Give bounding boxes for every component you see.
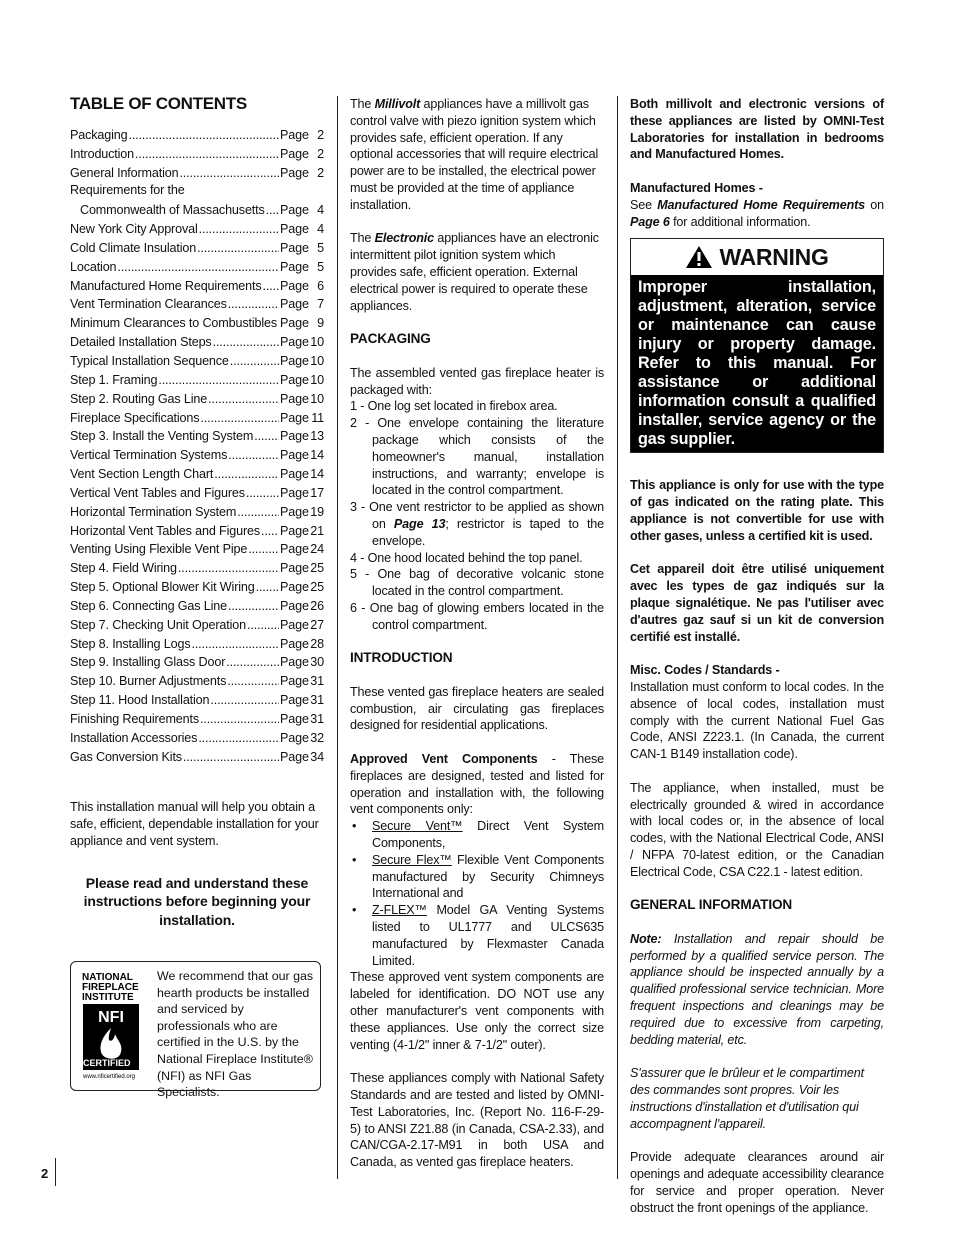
toc-page-label: Page bbox=[280, 410, 309, 425]
manufactured-homes-heading: Manufactured Homes - bbox=[630, 180, 763, 195]
toc-page-number: 31 bbox=[310, 712, 324, 726]
toc-page-label: Page bbox=[280, 580, 309, 595]
toc-page-number: 4 bbox=[317, 203, 324, 218]
toc-page-number: 25 bbox=[310, 561, 324, 576]
toc-page-label: Page bbox=[280, 353, 309, 368]
toc-entry[interactable] bbox=[70, 709, 324, 728]
please-read-note: Please read and understand these instructions before beginning your installation. bbox=[83, 874, 311, 928]
column-rule-1 bbox=[337, 96, 338, 1179]
toc-page-number: 9 bbox=[317, 316, 324, 331]
toc-page-number: 24 bbox=[310, 542, 324, 557]
toc-entry-title: Venting Using Flexible Vent Pipe bbox=[70, 542, 248, 557]
toc-page-label: Page bbox=[280, 297, 309, 312]
toc-entry[interactable] bbox=[70, 596, 324, 615]
toc-entry[interactable] bbox=[70, 276, 324, 295]
nfi-logo-line1: NATIONAL bbox=[82, 972, 133, 983]
toc-entry[interactable] bbox=[70, 671, 324, 690]
toc-leader-dots bbox=[208, 391, 279, 408]
toc-entry[interactable] bbox=[70, 483, 324, 502]
toc-leader-dots bbox=[179, 165, 279, 182]
toc-leader-dots bbox=[228, 296, 279, 313]
toc-leader-dots bbox=[214, 466, 279, 483]
toc-page-label: Page bbox=[280, 240, 309, 255]
toc-page-number: 19 bbox=[310, 504, 324, 519]
toc-leader-dots bbox=[254, 428, 279, 445]
toc-entry-title: Step 4. Field Wiring bbox=[70, 561, 177, 576]
toc-entry[interactable] bbox=[70, 257, 324, 276]
toc-entry[interactable] bbox=[70, 332, 324, 351]
vent-component-item: • Secure Vent™ Direct Vent System Components, bbox=[350, 818, 604, 852]
gas-type-notice-en: This appliance is only for use with the type of gas indicated on the rating plate. This appliance is not convertible for use with other gases, unless a certified kit is used. bbox=[630, 478, 884, 543]
toc-page-label: Page bbox=[280, 712, 309, 726]
toc-entry[interactable] bbox=[70, 464, 324, 483]
toc-entry-title: Step 9. Installing Glass Door bbox=[70, 655, 226, 670]
toc-page-label: Page bbox=[280, 504, 309, 519]
toc-page-number: 2 bbox=[317, 146, 324, 161]
toc-entry-title: Step 2. Routing Gas Line bbox=[70, 391, 208, 406]
nfi-recommendation: We recommend that our gas hearth products be installed and serviced by professionals who are certified in the U.S. by the National Fireplace Institute® (NFI) as NFI Gas Specialists. bbox=[157, 969, 314, 1100]
electronic-term: Electronic bbox=[374, 231, 434, 246]
toc-page-label: Page bbox=[280, 655, 309, 670]
toc-page-number: 6 bbox=[317, 278, 324, 293]
toc-page-label: Page bbox=[280, 749, 309, 764]
toc-leader-dots bbox=[191, 636, 279, 653]
general-information-heading: GENERAL INFORMATION bbox=[630, 897, 793, 913]
page-13-reference: Page 13 bbox=[393, 516, 446, 531]
toc-entry-title: Commonwealth of Massachusetts bbox=[80, 203, 265, 218]
millivolt-paragraph: The Millivolt appliances have a millivolt gas control valve with piezo ignition system which provides safe, efficient operation. If any optional accessories that will require electrical power are to be installed, the electrical power must be provided at the time of appliance installation. bbox=[350, 97, 599, 212]
toc-page-label: Page bbox=[280, 674, 309, 689]
toc-entry-title: Gas Conversion Kits bbox=[70, 749, 182, 764]
toc-leader-dots bbox=[135, 146, 279, 163]
toc-page-label: Page bbox=[280, 278, 309, 293]
toc-page-number: 26 bbox=[310, 598, 324, 613]
toc-page-number: 31 bbox=[310, 693, 324, 708]
toc-entry-title: Step 5. Optional Blower Kit Wiring bbox=[70, 580, 255, 595]
toc-leader-dots bbox=[266, 202, 279, 219]
warning-title-bar bbox=[631, 239, 883, 275]
column-rule-2 bbox=[617, 96, 618, 1179]
approved-vent-paragraph: Approved Vent Components - These fireplaces are designed, tested and listed for operation and installation with, the following vent components only: bbox=[350, 752, 604, 817]
packaging-item: 5 - One bag of decorative volcanic stone located in the control compartment. bbox=[350, 567, 604, 599]
warning-text: Improper installation, adjustment, alteration, service or maintenance can cause injury or property damage. Refer to this manual. For assistance or additional information consult a qualified installer, service agency or the gas supplier. bbox=[631, 275, 883, 452]
toc-leader-dots bbox=[210, 692, 279, 709]
toc-page-number: 14 bbox=[310, 448, 324, 463]
toc-entry-title: Detailed Installation Steps bbox=[70, 335, 212, 350]
toc-entry[interactable] bbox=[70, 219, 324, 238]
toc-page-number: 25 bbox=[310, 580, 324, 595]
toc-entry[interactable] bbox=[70, 370, 324, 389]
toc-page-number: 31 bbox=[310, 674, 324, 689]
toc-entry[interactable] bbox=[70, 728, 324, 747]
toc-page-label: Page bbox=[280, 429, 309, 444]
nfi-logo bbox=[81, 970, 143, 1082]
toc-page-label: Page bbox=[280, 542, 309, 557]
warning-box bbox=[630, 238, 884, 453]
column-3 bbox=[630, 96, 884, 1233]
packaging-item: 2 - One envelope containing the literature package which consists of the homeowner's manual, installation instructions, and warranty; envelope is located in the control compartment. bbox=[350, 416, 604, 498]
toc-entry[interactable] bbox=[70, 502, 324, 521]
vent-component-item: • Secure Flex™ Flexible Vent Components manufactured by Security Chimneys International and bbox=[350, 852, 604, 902]
gas-type-notice-fr: Cet appareil doit être utilisé uniquement avec les types de gaz indiqués sur la plaque signalétique. Ne pas l'utiliser avec d'autres gaz sauf si un kit de conversion certifié est installé. bbox=[630, 562, 884, 644]
grounding-paragraph: The appliance, when installed, must be electrically grounded & wired in accordance with local codes or, in the absence of local codes, with the National Electrical Code, ANSI / NFPA 70-latest edition, or the Canadian Electrical Code, CSA C22.1 - latest edition. bbox=[630, 780, 884, 879]
toc-entry[interactable] bbox=[70, 294, 324, 313]
packaging-heading: PACKAGING bbox=[350, 331, 431, 347]
toc-page-number: 32 bbox=[310, 730, 324, 745]
packaging-item: 4 - One hood located behind the top panel. bbox=[350, 550, 583, 565]
toc-page-number: 5 bbox=[317, 240, 324, 255]
toc-entry-title: Horizontal Termination System bbox=[70, 504, 237, 519]
toc-page-label: Page bbox=[280, 448, 309, 463]
toc-page-number: 2 bbox=[317, 165, 324, 180]
toc-page-number: 17 bbox=[310, 485, 324, 500]
packaging-item: 1 - One log set located in firebox area. bbox=[350, 399, 558, 414]
toc-leader-dots bbox=[227, 673, 279, 690]
toc-leader-dots bbox=[226, 654, 279, 671]
toc-entry[interactable] bbox=[70, 690, 324, 709]
toc-entry[interactable] bbox=[70, 144, 324, 163]
toc-leader-dots bbox=[230, 353, 279, 370]
toc-entry[interactable] bbox=[70, 539, 324, 558]
approved-note: These approved vent system components are labeled for identification. DO NOT use any other manufacturer's vent components with these appliances. Use only the correct size venting (4-1/2" inner & 7-1/2" outer). bbox=[350, 970, 604, 1052]
toc-page-label: Page bbox=[280, 372, 309, 387]
toc-entry[interactable] bbox=[70, 426, 324, 445]
introduction-heading: INTRODUCTION bbox=[350, 650, 453, 666]
toc-list bbox=[70, 125, 324, 766]
toc-page-label: Page bbox=[280, 222, 309, 237]
toc-entry-title: New York City Approval bbox=[70, 222, 198, 237]
toc-page-label: Page bbox=[280, 523, 309, 538]
toc-leader-dots bbox=[247, 617, 279, 634]
toc-page-label: Page bbox=[280, 598, 309, 613]
note-paragraph: Note: Installation and repair should be performed by a qualified service person. The appliance should be inspected annually by a qualified professional service technician. More frequent inspections and cleanings may be required due to excessive from carpeting, bedding material, etc. bbox=[630, 931, 884, 1047]
toc-leader-dots bbox=[158, 372, 279, 389]
toc-page-number: 4 bbox=[317, 222, 324, 237]
toc-entry-title: Step 7. Checking Unit Operation bbox=[70, 617, 246, 632]
toc-heading: TABLE OF CONTENTS bbox=[70, 94, 247, 113]
electronic-paragraph: The Electronic appliances have an electronic intermittent pilot ignition system which provides safe, efficient operation. External electrical power is required to operate these appliances. bbox=[350, 231, 599, 313]
toc-page-label: Page bbox=[280, 617, 309, 632]
toc-entry-title: Packaging bbox=[70, 127, 128, 142]
toc-page-number: 7 bbox=[317, 297, 324, 312]
toc-leader-dots bbox=[228, 598, 279, 615]
toc-page-number: 10 bbox=[310, 372, 324, 387]
toc-page-number: 5 bbox=[317, 259, 324, 274]
toc-page-label: Page bbox=[280, 730, 309, 745]
nfi-logo-url: www.nficertified.org bbox=[83, 1074, 136, 1080]
toc-entry[interactable] bbox=[70, 351, 324, 370]
toc-leader-dots bbox=[178, 560, 279, 577]
toc-page-label: Page bbox=[280, 127, 309, 142]
clearance-paragraph: Provide adequate clearances around air openings and adequate accessibility clearance for service and proper operation. Never obstruct the front openings of the appliance. bbox=[630, 1150, 884, 1215]
toc-page-label: Page bbox=[280, 467, 309, 482]
toc-entry[interactable] bbox=[70, 313, 324, 332]
toc-entry[interactable] bbox=[70, 181, 324, 219]
toc-page-number: 10 bbox=[310, 391, 324, 406]
toc-entry[interactable] bbox=[70, 445, 324, 464]
toc-entry-title: Location bbox=[70, 259, 117, 274]
toc-entry[interactable] bbox=[70, 747, 324, 766]
mh-requirements-reference: Manufactured Home Requirements bbox=[657, 197, 866, 212]
nfi-certification-box bbox=[70, 961, 321, 1100]
toc-leader-dots bbox=[228, 447, 279, 464]
toc-leader-dots bbox=[198, 730, 279, 747]
toc-entry-title: Finishing Requirements bbox=[70, 712, 199, 726]
warning-title: WARNING bbox=[719, 243, 829, 270]
toc-leader-dots bbox=[117, 259, 279, 276]
toc-page-label: Page bbox=[280, 636, 309, 651]
toc-page-label: Page bbox=[280, 693, 309, 708]
toc-entry[interactable] bbox=[70, 615, 324, 634]
comply-paragraph: These appliances comply with National Safety Standards and are tested and listed by OMNI-Test Laboratories, Inc. (Report No. 116-F-29-5) to ANSI Z21.88 (in Canada, CSA-2.33), and CAN/CGA-2.17-M91 in both USA and Canada, as vented gas fireplace heaters. bbox=[350, 1071, 604, 1170]
column-2 bbox=[350, 96, 604, 1188]
toc-page-label: Page bbox=[280, 165, 309, 180]
toc-page-number: 30 bbox=[310, 655, 324, 670]
packaging-intro: The assembled vented gas fireplace heater is packaged with: bbox=[350, 365, 604, 397]
toc-entry-title: Minimum Clearances to Combustibles bbox=[70, 316, 277, 331]
toc-page-number: 10 bbox=[310, 353, 324, 368]
toc-page-label: Page bbox=[280, 561, 309, 576]
toc-page-label: Page bbox=[280, 485, 309, 500]
toc-leader-dots bbox=[237, 504, 279, 521]
toc-page-number: 21 bbox=[310, 523, 324, 538]
page-6-reference: Page 6 bbox=[630, 214, 670, 229]
column-1 bbox=[70, 96, 324, 929]
toc-entry[interactable] bbox=[70, 162, 324, 181]
toc-entry-title: Step 6. Connecting Gas Line bbox=[70, 598, 227, 613]
misc-codes-paragraph: Installation must conform to local codes. In the absence of local codes, installation must comply with the current National Fuel Gas Code, ANSI Z223.1. (In Canada, the current CAN-1 B149 installation code). bbox=[630, 679, 884, 762]
toc-page-number: 14 bbox=[310, 467, 324, 482]
toc-entry-title: Step 10. Burner Adjustments bbox=[70, 674, 227, 689]
toc-entry-title: Step 3. Install the Venting System bbox=[70, 429, 254, 444]
toc-entry[interactable] bbox=[70, 634, 324, 653]
toc-entry-title: Step 8. Installing Logs bbox=[70, 636, 191, 651]
listing-paragraph: Both millivolt and electronic versions of these appliances are listed by OMNI-Test Laboratories for installation in bedrooms and Manufactured Homes. bbox=[630, 97, 884, 162]
toc-entry-title: General Information bbox=[70, 165, 179, 180]
vent-components-list bbox=[350, 818, 604, 969]
toc-entry-title: Cold Climate Insulation bbox=[70, 240, 197, 255]
toc-entry-title: Vertical Termination Systems bbox=[70, 448, 228, 463]
warning-icon bbox=[685, 245, 713, 269]
left-margin-rule bbox=[55, 1158, 56, 1186]
toc-entry-title: Installation Accessories bbox=[70, 730, 198, 745]
toc-leader-dots bbox=[261, 523, 279, 540]
toc-leader-dots bbox=[248, 541, 279, 558]
toc-page-number: 27 bbox=[310, 617, 324, 632]
toc-entry-title: Step 1. Framing bbox=[70, 372, 158, 387]
toc-page-label: Page bbox=[280, 203, 309, 218]
toc-leader-dots bbox=[199, 221, 279, 238]
toc-entry[interactable] bbox=[70, 125, 324, 144]
toc-entry[interactable] bbox=[70, 558, 324, 577]
toc-entry-title: Vent Termination Clearances bbox=[70, 297, 227, 312]
toc-page-number: 13 bbox=[310, 429, 324, 444]
toc-page-label: Page bbox=[280, 391, 309, 406]
nfi-logo-line2: FIREPLACE bbox=[82, 982, 139, 993]
page-number: 2 bbox=[41, 1166, 49, 1181]
toc-entry[interactable] bbox=[70, 407, 324, 426]
millivolt-term: Millivolt bbox=[374, 97, 421, 111]
toc-entry[interactable] bbox=[70, 652, 324, 671]
toc-entry-title: Vertical Vent Tables and Figures bbox=[70, 485, 245, 500]
toc-page-label: Page bbox=[280, 259, 309, 274]
toc-page-number: 11 bbox=[311, 410, 324, 425]
toc-leader-dots bbox=[263, 278, 280, 295]
toc-leader-dots bbox=[213, 334, 279, 351]
toc-entry-title: Typical Installation Sequence bbox=[70, 353, 229, 368]
toc-entry[interactable] bbox=[70, 389, 324, 408]
toc-entry[interactable] bbox=[70, 238, 324, 257]
toc-entry-title: Vent Section Length Chart bbox=[70, 467, 214, 482]
toc-page-number: 34 bbox=[310, 749, 324, 764]
toc-leader-dots bbox=[128, 127, 279, 144]
toc-entry[interactable] bbox=[70, 521, 324, 540]
nfi-logo-line3: INSTITUTE bbox=[82, 992, 134, 1003]
misc-codes-heading: Misc. Codes / Standards - bbox=[630, 663, 780, 678]
toc-page-number: 2 bbox=[317, 127, 324, 142]
vent-component-item: • Z-FLEX™ Model GA Venting Systems listed to UL1777 and ULCS635 manufactured by Flexmaster Canada Limited. bbox=[350, 902, 604, 969]
toc-leader-dots bbox=[183, 749, 279, 766]
toc-entry-title: Step 11. Hood Installation bbox=[70, 693, 210, 708]
toc-entry-title: Requirements for the bbox=[70, 183, 185, 198]
nfi-logo-certified: CERTIFIED bbox=[83, 1058, 131, 1068]
introduction-paragraph: These vented gas fireplace heaters are sealed combustion, air circulating gas fireplaces designed for residential applications. bbox=[350, 684, 604, 733]
toc-entry[interactable] bbox=[70, 577, 324, 596]
packaging-list bbox=[350, 398, 604, 633]
toc-leader-dots bbox=[256, 579, 279, 596]
french-note-paragraph: S'assurer que le brûleur et le compartiment des commandes sont propres. Voir les instructions d'installation et d'utilisation qui accompagnent l'appareil. bbox=[630, 1066, 864, 1131]
toc-leader-dots bbox=[246, 485, 279, 502]
toc-page-label: Page bbox=[280, 316, 309, 331]
toc-page-label: Page bbox=[280, 335, 309, 350]
manufactured-homes-paragraph: See Manufactured Home Requirements on Page 6 for additional information. bbox=[630, 197, 884, 229]
toc-leader-dots bbox=[200, 711, 279, 728]
toc-leader-dots bbox=[200, 410, 279, 427]
toc-page-number: 28 bbox=[310, 636, 324, 651]
toc-leader-dots bbox=[197, 240, 279, 257]
packaging-item: 3 - One vent restrictor to be applied as shown on Page 13; restrictor is taped to the envelope. bbox=[350, 500, 605, 548]
packaging-item: 6 - One bag of glowing embers located in the control compartment. bbox=[350, 600, 604, 632]
toc-entry-title: Horizontal Vent Tables and Figures bbox=[70, 523, 260, 538]
toc-entry-title: Fireplace Specifications bbox=[70, 410, 200, 425]
toc-page-label: Page bbox=[280, 146, 309, 161]
toc-leader-dots bbox=[278, 315, 279, 332]
toc-page-number: 10 bbox=[310, 335, 324, 350]
intro-paragraph: This installation manual will help you obtain a safe, efficient, dependable installation for your appliance and vent system. bbox=[70, 800, 319, 849]
nfi-logo-mark: NFI bbox=[98, 1009, 124, 1026]
toc-entry-title: Manufactured Home Requirements bbox=[70, 278, 262, 293]
toc-entry-title: Introduction bbox=[70, 146, 135, 161]
